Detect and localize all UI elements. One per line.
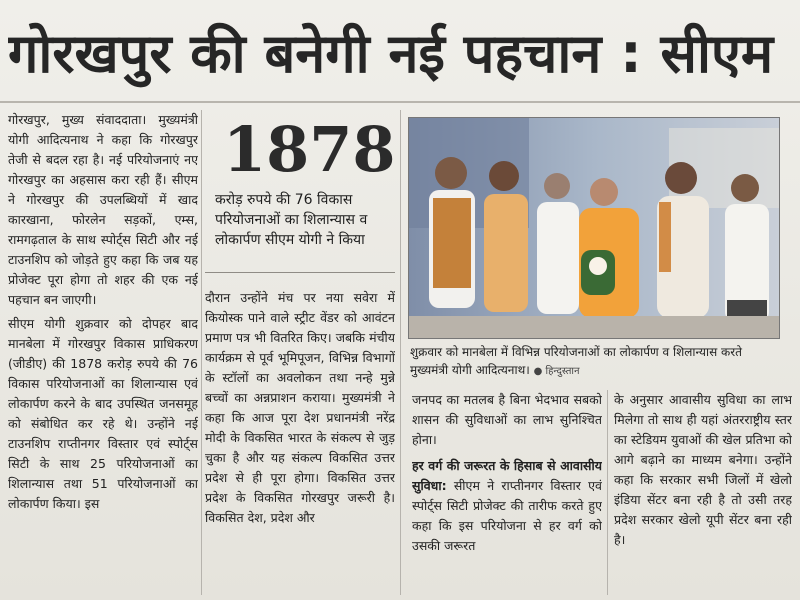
- photo-illustration: [409, 118, 779, 338]
- col3-text-2: सीएम ने राप्तीनगर विस्तार एवं स्पोर्ट्स सिटी प्रोजेक्ट की तारीफ करते हुए कहा कि इस परियोजना से हर वर्ग को उसकी जरूरत: [412, 478, 602, 553]
- headline: गोरखपुर की बनेगी नई पहचान : सीएम: [8, 22, 774, 85]
- stat-number: 1878: [223, 113, 396, 186]
- subhead: हर वर्ग की जरूरत के हिसाब से आवासीय सुविधा:: [412, 458, 602, 493]
- caption-text: शुक्रवार को मानबेला में विभिन्न परियोजनाओं का लोकार्पण व शिलान्यास करते मुख्यमंत्री योगी आदित्यनाथ।: [410, 345, 743, 377]
- stat-divider: [205, 272, 395, 273]
- col1-paragraph-2: सीएम योगी शुक्रवार को दोपहर बाद मानबेला में गोरखपुर विकास प्राधिकरण (जीडीए) की 1878 करोड़ रुपये की 76 विकास परियोजनाओं का शिलान्यास एवं लोकार्पण करने के बाद उपस्थित जनसमूह को संबोधित कर रहे थे। उन्होंने नई टाउनशिप राप्तीनगर विस्तार एवं स्पोर्ट्स सिटी के साथ 25 परियोजनाओं का शिलान्यास तथा 51 परियोजनाओं का लोकार्पण किया। इस: [8, 316, 198, 511]
- column-3: [412, 390, 602, 600]
- column-divider: [607, 390, 608, 595]
- column-divider: [201, 110, 202, 595]
- photo-caption: [410, 343, 780, 381]
- column-4: के अनुसार आवासीय सुविधा का लाभ मिलेगा तो साथ ही यहां अंतरराष्ट्रीय स्तर का स्टेडियम युवाओं की खेल प्रतिभा को आगे बढ़ाने का माध्यम बनेगा। उन्होंने कहा कि सरकार सभी जिलों में खेलो इंडिया सेंटर बना रही है तो उसी तरह प्रदेश सरकार खेलो यूपी सेंटर बना रही है।: [614, 392, 792, 547]
- col2-text: दौरान उन्होंने मंच पर नया सवेरा में कियोस्क पाने वाले स्ट्रीट वेंडर को आवंटन प्रमाण पत्र भी वितरित किए। जबकि मंचीय कार्यक्रम से पूर्व भूमिपूजन, विभिन्न विभागों के स्टॉलों का अवलोकन तथा नन्हे मुन्ने बच्चों का अन्नप्राशन कराया। मुख्यमंत्री ने कहा कि आज पूरा देश प्रधानमंत्री नरेंद्र मोदी के विकसित भारत के संकल्प से जुड़ चुका है और यह संकल्प विकसित उत्तर प्रदेश से ही पूरा होगा। विकसित उत्तर प्रदेश के विकसित गोरखपुर जरूरी है। विकसित देश, प्रदेश और: [205, 290, 395, 525]
- col3-text-1: जनपद का मतलब है बिना भेदभाव सबको शासन की सुविधाओं का लाभ सुनिश्चित होना।: [412, 392, 602, 447]
- photo-credit: ● हिन्दुस्तान: [533, 366, 580, 377]
- event-photo: [408, 117, 780, 339]
- column-divider: [400, 110, 401, 595]
- column-1: [8, 110, 198, 600]
- stat-caption: करोड़ रुपये की 76 विकास परियोजनाओं का शिलान्यास व लोकार्पण सीएम योगी ने किया: [215, 192, 368, 248]
- col1-paragraph-1: गोरखपुर, मुख्य संवाददाता। मुख्यमंत्री योगी आदित्यनाथ ने कहा कि गोरखपुर तेजी से बदल रहा है। नई परियोजनाएं नए गोरखपुर का अहसास करा रही हैं। सीएम ने गोरखपुर की उपलब्धियों में खाद कारखाना, फोरलेन सड़कों, एम्स, रामगढ़ताल के साथ स्पोर्ट्स सिटी और नई टाउनशिप को जोड़ते हुए कहा कि जब यह प्रोजेक्ट पूरा होगा तो शहर की एक नई पहचान बन जाएगी।: [8, 112, 198, 307]
- col3-paragraph: [412, 456, 602, 556]
- headline-rule: [0, 101, 800, 103]
- column-2: [205, 110, 395, 600]
